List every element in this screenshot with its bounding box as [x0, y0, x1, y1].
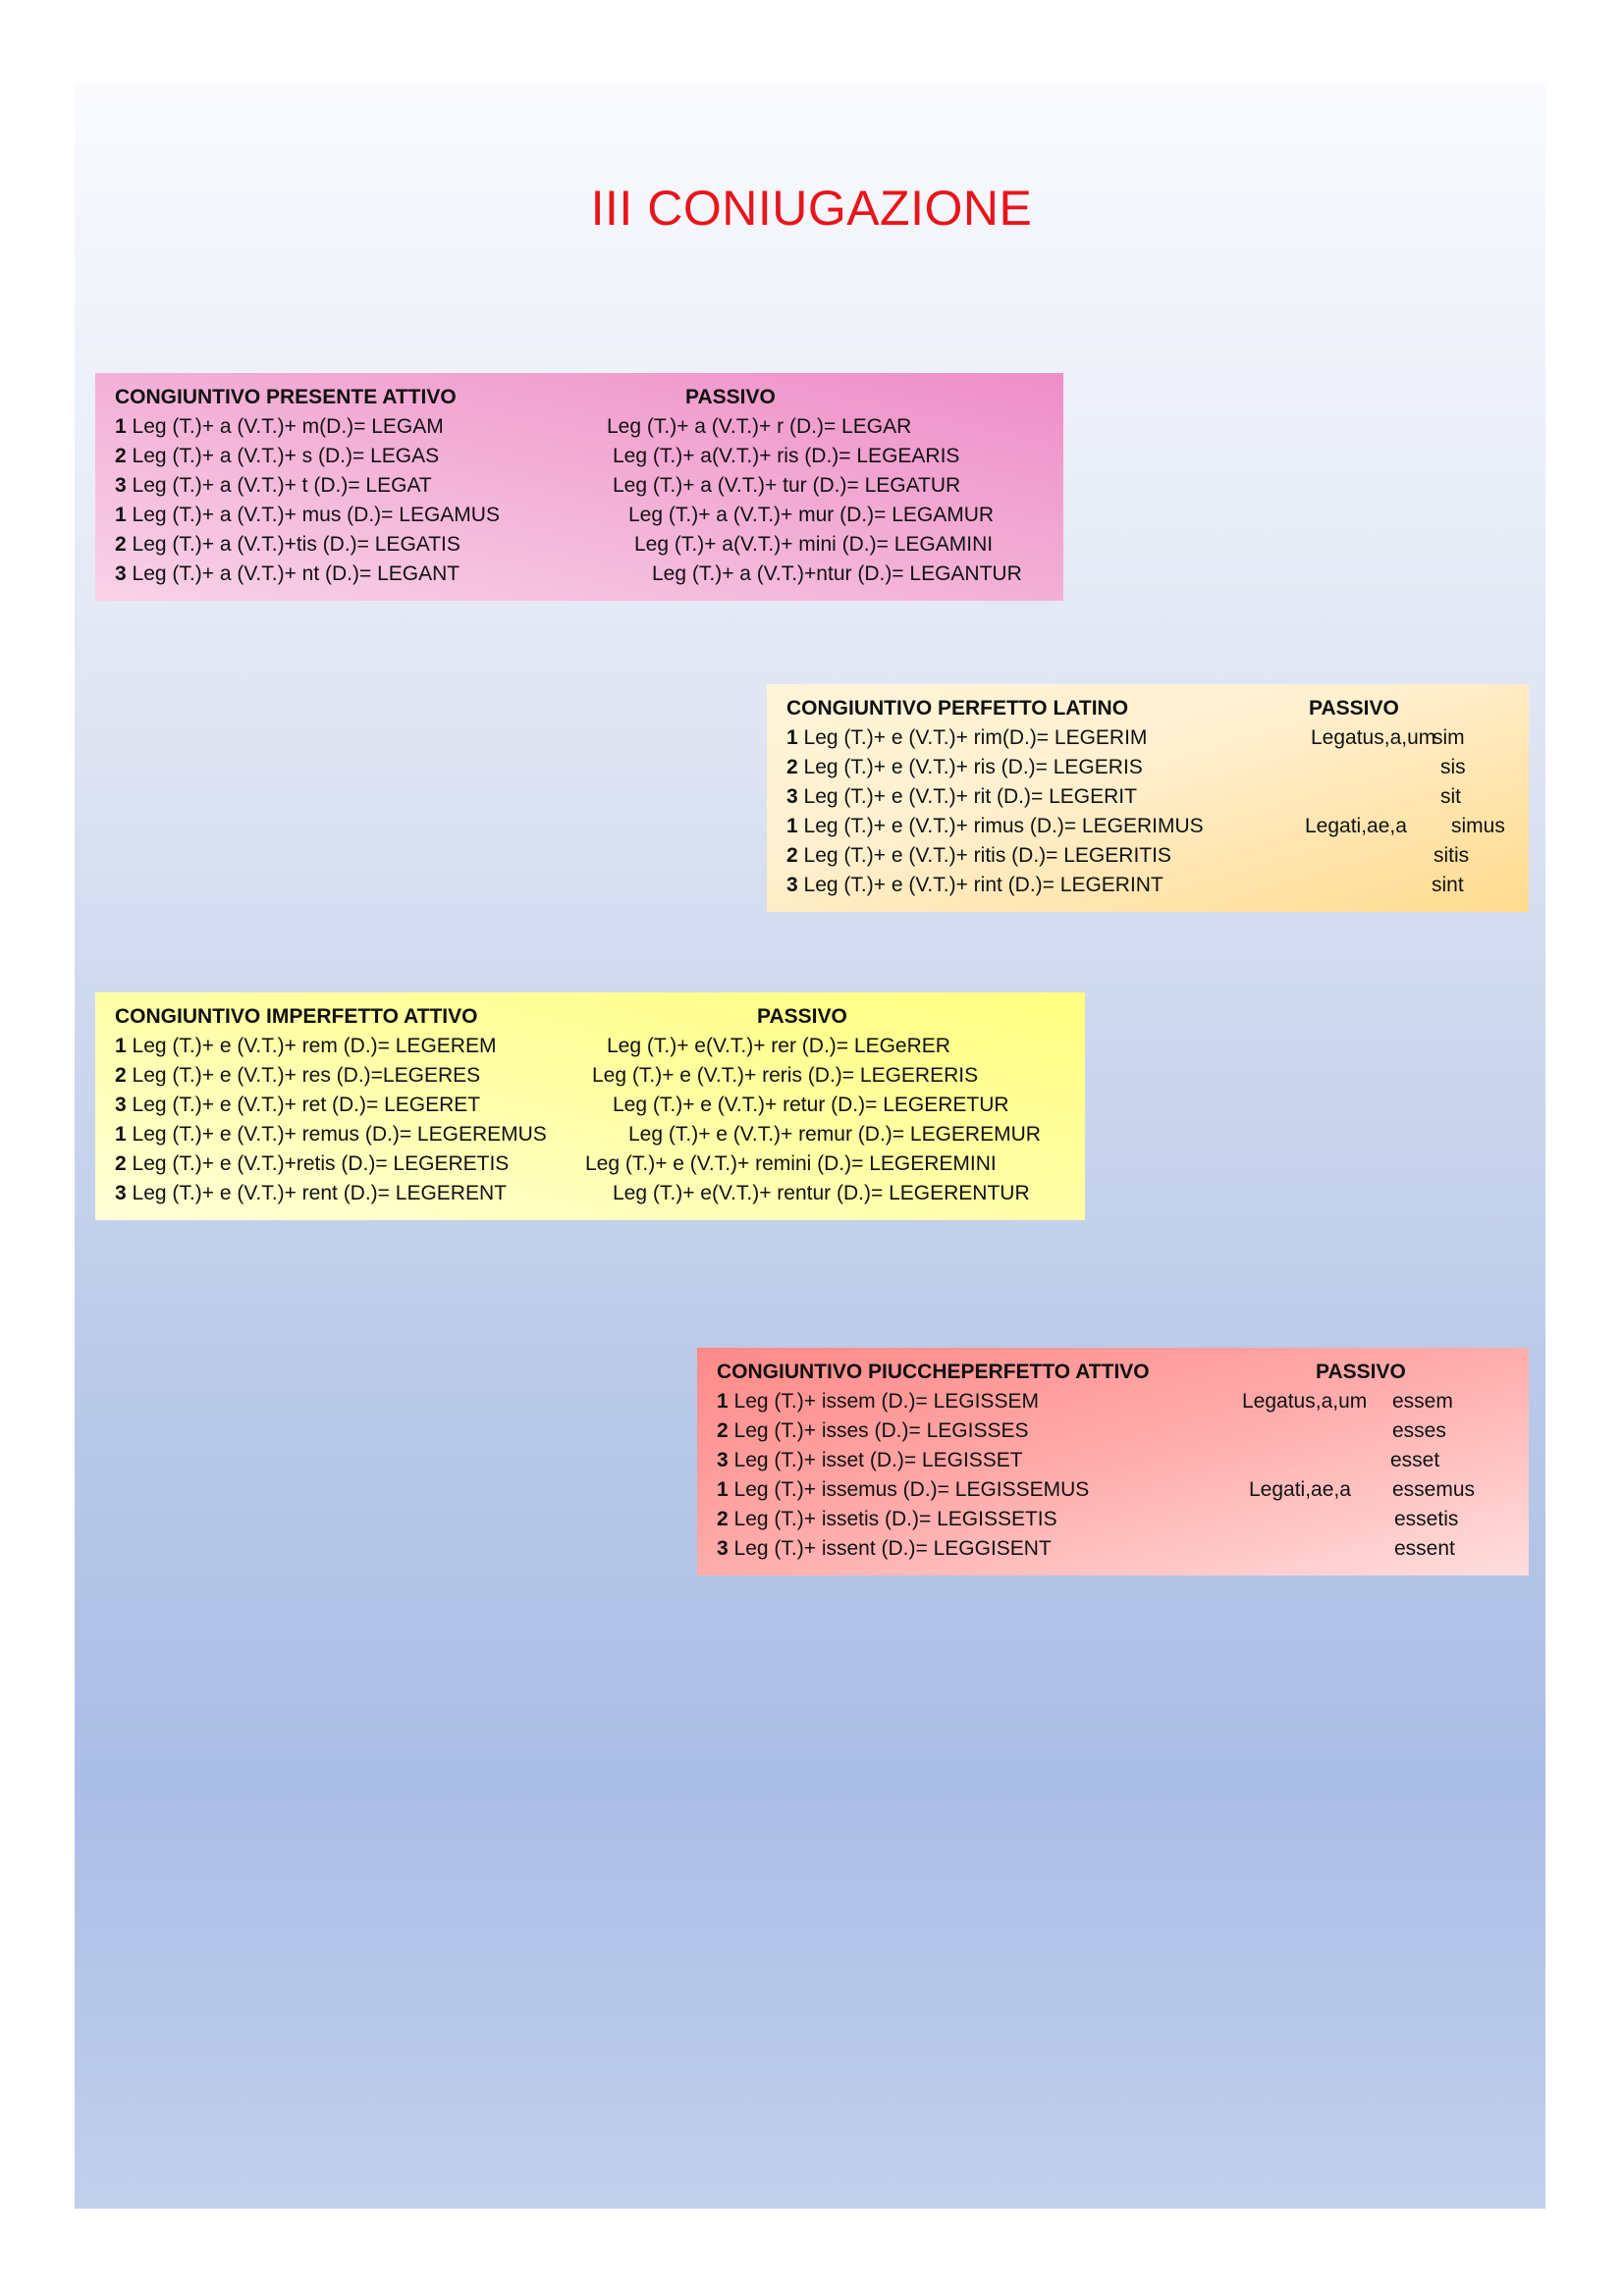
person-number: 3: [115, 1094, 127, 1116]
table-row: [115, 1061, 1085, 1091]
person-number: 2: [115, 533, 127, 556]
active-form: Leg (T.)+ issent (D.)= LEGGISENT: [733, 1537, 1052, 1560]
table-row: [115, 1120, 1085, 1149]
auxiliary: essem: [1392, 1390, 1453, 1413]
section-header-row: [717, 1358, 1529, 1387]
active-form: Leg (T.)+ e (V.T.)+ rent (D.)= LEGERENT: [132, 1182, 507, 1204]
table-row: [115, 1032, 1085, 1061]
table-row: [786, 812, 1529, 841]
section-title: CONGIUNTIVO IMPERFETTO ATTIVO: [115, 1005, 478, 1028]
person-number: 1: [115, 1123, 127, 1146]
active-form: Leg (T.)+ a (V.T.)+tis (D.)= LEGATIS: [132, 533, 460, 556]
active-form: Leg (T.)+ e (V.T.)+ ris (D.)= LEGERIS: [803, 756, 1143, 778]
passive-form: Leg (T.)+ a (V.T.)+ r (D.)= LEGAR: [607, 415, 912, 438]
active-form: Leg (T.)+ e (V.T.)+ rint (D.)= LEGERINT: [803, 874, 1163, 896]
person-number: 3: [115, 1182, 127, 1204]
section-imperfetto: [95, 992, 1085, 1220]
person-number: 3: [786, 874, 798, 896]
table-row: [115, 1149, 1085, 1179]
passive-form: Leg (T.)+ a (V.T.)+ mur (D.)= LEGAMUR: [628, 504, 995, 526]
table-row: [717, 1387, 1529, 1416]
passive-title: PASSIVO: [757, 1005, 847, 1028]
passive-form: Leg (T.)+ e (V.T.)+ remur (D.)= LEGEREMUR: [628, 1123, 1041, 1146]
person-number: 1: [786, 815, 798, 837]
active-form: Leg (T.)+ e (V.T.)+ res (D.)=LEGERES: [132, 1064, 481, 1087]
page-title: III CONIUGAZIONE: [590, 181, 1033, 236]
person-number: 1: [786, 726, 798, 749]
active-form: Leg (T.)+ a (V.T.)+ mus (D.)= LEGAMUS: [132, 504, 500, 526]
auxiliary: essetis: [1394, 1508, 1459, 1530]
auxiliary: esset: [1390, 1449, 1440, 1471]
table-row: [115, 1179, 1085, 1208]
person-number: 3: [717, 1449, 729, 1471]
person-number: 3: [717, 1537, 729, 1560]
passive-form: Leg (T.)+ a(V.T.)+ ris (D.)= LEGEARIS: [613, 445, 960, 467]
person-number: 2: [717, 1419, 729, 1442]
section-header-row: [115, 1002, 1085, 1032]
person-number: 2: [786, 756, 798, 778]
active-form: Leg (T.)+ e (V.T.)+ rem (D.)= LEGEREM: [132, 1035, 497, 1057]
table-row: [717, 1534, 1529, 1564]
participle: Legati,ae,a: [1305, 815, 1407, 837]
table-row: [115, 1091, 1085, 1120]
person-number: 2: [717, 1508, 729, 1530]
active-form: Leg (T.)+ a (V.T.)+ nt (D.)= LEGANT: [132, 562, 460, 585]
table-row: [115, 560, 1063, 589]
passive-form: Leg (T.)+ a(V.T.)+ mini (D.)= LEGAMINI: [634, 533, 994, 556]
table-row: [786, 841, 1529, 871]
auxiliary: essent: [1394, 1537, 1455, 1560]
section-title: CONGIUNTIVO PRESENTE ATTIVO: [115, 386, 457, 408]
auxiliary: esses: [1392, 1419, 1446, 1442]
section-header-row: [786, 694, 1529, 723]
person-number: 3: [786, 785, 798, 808]
passive-form: Leg (T.)+ a (V.T.)+ tur (D.)= LEGATUR: [613, 474, 961, 497]
auxiliary: sitis: [1434, 844, 1470, 867]
active-form: Leg (T.)+ e (V.T.)+retis (D.)= LEGERETIS: [132, 1152, 510, 1175]
passive-title: PASSIVO: [1316, 1361, 1406, 1383]
active-form: Leg (T.)+ e (V.T.)+ rimus (D.)= LEGERIMUS: [803, 815, 1204, 837]
active-form: Leg (T.)+ e (V.T.)+ ritis (D.)= LEGERITIS: [803, 844, 1171, 867]
person-number: 2: [115, 445, 127, 467]
person-number: 3: [115, 474, 127, 497]
passive-title: PASSIVO: [685, 386, 776, 408]
passive-form: Leg (T.)+ e(V.T.)+ rer (D.)= LEGeRER: [607, 1035, 950, 1057]
table-row: [115, 501, 1063, 530]
table-row: [786, 723, 1529, 753]
auxiliary: sis: [1440, 756, 1466, 778]
table-row: [115, 530, 1063, 560]
table-row: [786, 871, 1529, 900]
active-form: Leg (T.)+ e (V.T.)+ remus (D.)= LEGEREMUS: [132, 1123, 547, 1146]
section-title: CONGIUNTIVO PERFETTO LATINO: [786, 697, 1129, 720]
active-form: Leg (T.)+ isset (D.)= LEGISSET: [733, 1449, 1023, 1471]
person-number: 3: [115, 562, 127, 585]
section-title: CONGIUNTIVO PIUCCHEPERFETTO ATTIVO: [717, 1361, 1150, 1383]
participle: Legati,ae,a: [1249, 1478, 1351, 1501]
auxiliary: essemus: [1392, 1478, 1476, 1501]
auxiliary: sit: [1440, 785, 1461, 808]
table-row: [717, 1446, 1529, 1475]
table-row: [717, 1416, 1529, 1446]
table-row: [717, 1505, 1529, 1534]
person-number: 1: [717, 1478, 729, 1501]
auxiliary: sint: [1432, 874, 1464, 896]
person-number: 1: [115, 415, 127, 438]
section-piuccheperfetto: [697, 1348, 1529, 1575]
passive-form: Leg (T.)+ a (V.T.)+ntur (D.)= LEGANTUR: [652, 562, 1022, 585]
active-form: Leg (T.)+ a (V.T.)+ s (D.)= LEGAS: [132, 445, 440, 467]
person-number: 1: [115, 504, 127, 526]
participle: Legatus,a,um: [1242, 1390, 1368, 1413]
section-presente: [95, 373, 1063, 601]
active-form: Leg (T.)+ issem (D.)= LEGISSEM: [733, 1390, 1039, 1413]
passive-form: Leg (T.)+ e (V.T.)+ retur (D.)= LEGERETUR: [613, 1094, 1009, 1116]
table-row: [115, 412, 1063, 442]
passive-title: PASSIVO: [1309, 697, 1399, 720]
section-perfetto: [767, 684, 1529, 912]
active-form: Leg (T.)+ a (V.T.)+ t (D.)= LEGAT: [132, 474, 432, 497]
active-form: Leg (T.)+ issemus (D.)= LEGISSEMUS: [733, 1478, 1090, 1501]
person-number: 1: [115, 1035, 127, 1057]
table-row: [115, 471, 1063, 501]
passive-form: Leg (T.)+ e(V.T.)+ rentur (D.)= LEGERENTUR: [613, 1182, 1030, 1204]
active-form: Leg (T.)+ issetis (D.)= LEGISSETIS: [733, 1508, 1057, 1530]
active-form: Leg (T.)+ a (V.T.)+ m(D.)= LEGAM: [132, 415, 444, 438]
active-form: Leg (T.)+ isses (D.)= LEGISSES: [733, 1419, 1029, 1442]
passive-form: Leg (T.)+ e (V.T.)+ reris (D.)= LEGERERIS: [592, 1064, 979, 1087]
section-header-row: [115, 383, 1063, 412]
table-row: [786, 782, 1529, 812]
passive-form: Leg (T.)+ e (V.T.)+ remini (D.)= LEGEREMINI: [585, 1152, 997, 1175]
active-form: Leg (T.)+ e (V.T.)+ rim(D.)= LEGERIM: [803, 726, 1148, 749]
participle: Legatus,a,um: [1311, 726, 1436, 749]
table-row: [717, 1475, 1529, 1505]
person-number: 1: [717, 1390, 729, 1413]
table-row: [115, 442, 1063, 471]
auxiliary: simus: [1451, 815, 1505, 837]
active-form: Leg (T.)+ e (V.T.)+ ret (D.)= LEGERET: [132, 1094, 481, 1116]
person-number: 2: [115, 1152, 127, 1175]
table-row: [786, 753, 1529, 782]
active-form: Leg (T.)+ e (V.T.)+ rit (D.)= LEGERIT: [803, 785, 1137, 808]
person-number: 2: [115, 1064, 127, 1087]
person-number: 2: [786, 844, 798, 867]
auxiliary: sim: [1433, 726, 1465, 749]
